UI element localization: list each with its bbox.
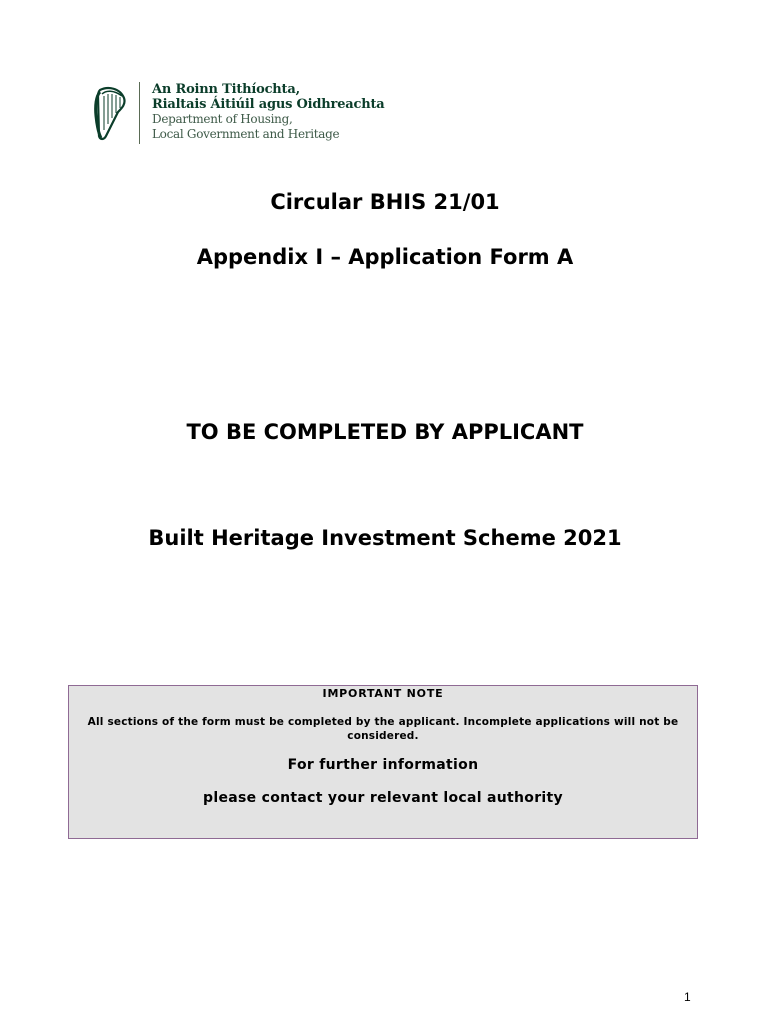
logo-text <box>152 82 385 142</box>
circular-title: Circular BHIS 21/01 <box>270 190 500 214</box>
harp-icon <box>92 86 128 142</box>
note-contact: please contact your relevant local authority <box>203 790 563 806</box>
note-further-info: For further information <box>287 757 479 773</box>
applicant-instruction: TO BE COMPLETED BY APPLICANT <box>186 420 584 444</box>
logo-line-irish-2: Rialtais Áitiúil agus Oidhreachta <box>152 97 385 112</box>
important-note-box <box>68 685 698 839</box>
page-number: 1 <box>684 990 691 1004</box>
department-logo <box>92 80 385 146</box>
note-body: All sections of the form must be completed by the applicant. Incomplete applications will not be considered. <box>87 716 679 742</box>
scheme-title: Built Heritage Investment Scheme 2021 <box>148 526 622 550</box>
logo-divider <box>139 82 140 144</box>
logo-line-english-1: Department of Housing, <box>152 112 293 126</box>
appendix-title: Appendix I – Application Form A <box>196 245 574 269</box>
note-title: IMPORTANT NOTE <box>322 687 444 700</box>
logo-line-irish-1: An Roinn Tithíochta, <box>152 82 300 97</box>
logo-line-english-2: Local Government and Heritage <box>152 127 340 141</box>
